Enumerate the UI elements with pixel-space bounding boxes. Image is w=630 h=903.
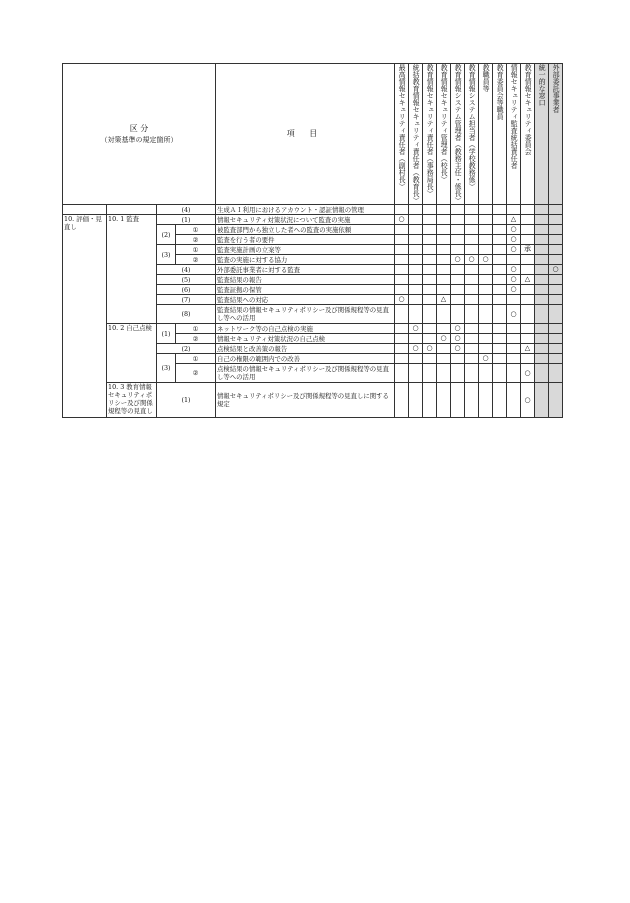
role-mark-cell — [395, 205, 409, 215]
role-label: 教育情報システム担当者（学校教務係） — [468, 64, 477, 190]
role-mark-cell — [409, 285, 423, 295]
item-cell: 点検結果と改善策の報告 — [216, 344, 395, 354]
role-mark-cell — [451, 354, 465, 364]
role-mark-cell — [493, 265, 507, 275]
clause-number-cell: (1) — [157, 215, 216, 225]
subclause-number-cell: ② — [176, 334, 216, 344]
role-mark-cell — [479, 235, 493, 245]
role-mark-cell — [507, 324, 521, 334]
role-mark-cell: ○ — [479, 354, 493, 364]
role-mark-cell — [521, 324, 535, 334]
role-mark-cell — [493, 225, 507, 235]
role-mark-cell — [451, 265, 465, 275]
role-mark-cell — [465, 275, 479, 285]
role-mark-cell — [437, 344, 451, 354]
role-mark-cell — [549, 285, 563, 295]
header-row — [63, 64, 563, 205]
role-mark-cell — [437, 225, 451, 235]
role-mark-cell — [479, 215, 493, 225]
role-mark-cell — [395, 344, 409, 354]
role-mark-cell — [451, 364, 465, 383]
role-mark-cell — [549, 354, 563, 364]
role-mark-cell: ○ — [465, 255, 479, 265]
role-mark-cell — [451, 215, 465, 225]
role-mark-cell: ○ — [409, 344, 423, 354]
role-mark-cell — [423, 235, 437, 245]
role-label: 教育情報セキュリティ責任者（事務局長） — [426, 64, 435, 197]
role-label: 教育委員会等職員 — [496, 64, 505, 120]
role-mark-cell — [423, 265, 437, 275]
subclause-number-cell: ② — [176, 364, 216, 383]
role-mark-cell — [409, 334, 423, 344]
role-mark-cell — [479, 305, 493, 324]
subclause-number-cell: ① — [176, 354, 216, 364]
role-mark-cell — [549, 324, 563, 334]
role-mark-cell — [451, 285, 465, 295]
item-cell: 情報セキュリティポリシー及び関係規程等の見直しに関する規定 — [216, 383, 395, 418]
role-mark-cell: ○ — [451, 255, 465, 265]
role-header — [493, 64, 507, 205]
role-mark-cell — [423, 255, 437, 265]
role-mark-cell — [465, 354, 479, 364]
role-mark-cell — [409, 225, 423, 235]
role-mark-cell — [549, 295, 563, 305]
role-label: 外部委託事業者 — [552, 64, 561, 113]
role-mark-cell: ○ — [507, 265, 521, 275]
role-mark-cell — [437, 275, 451, 285]
role-mark-cell — [423, 275, 437, 285]
role-mark-cell — [521, 265, 535, 275]
role-mark-cell — [465, 324, 479, 334]
role-header — [409, 64, 423, 205]
table-row — [63, 215, 563, 225]
role-label: 情報セキュリティ監査統括責任者 — [510, 64, 519, 169]
item-cell: 監査を行う者の要件 — [216, 235, 395, 245]
role-mark-cell — [465, 205, 479, 215]
role-header — [521, 64, 535, 205]
section-cell — [63, 205, 107, 215]
role-mark-cell — [535, 205, 549, 215]
role-mark-cell: ○ — [437, 334, 451, 344]
role-mark-cell: ○ — [507, 235, 521, 245]
role-mark-cell — [465, 215, 479, 225]
role-mark-cell: ○ — [507, 285, 521, 295]
role-mark-cell: △ — [437, 295, 451, 305]
role-header — [437, 64, 451, 205]
subsection-cell: 10. 2 自己点検 — [107, 324, 157, 383]
role-mark-cell — [535, 383, 549, 418]
role-mark-cell — [437, 235, 451, 245]
clause-number-cell: (6) — [157, 285, 216, 295]
role-mark-cell — [535, 364, 549, 383]
role-mark-cell — [409, 235, 423, 245]
clause-number-cell: (8) — [157, 305, 216, 324]
role-mark-cell — [535, 265, 549, 275]
role-mark-cell — [535, 255, 549, 265]
role-mark-cell — [493, 383, 507, 418]
subclause-number-cell: ① — [176, 225, 216, 235]
role-mark-cell — [493, 235, 507, 245]
role-mark-cell — [521, 305, 535, 324]
role-mark-cell — [451, 383, 465, 418]
clause-number-cell: (3) — [157, 245, 176, 265]
role-mark-cell — [549, 255, 563, 265]
role-mark-cell — [451, 305, 465, 324]
role-mark-cell — [423, 334, 437, 344]
role-mark-cell — [535, 354, 549, 364]
role-mark-cell: ○ — [451, 334, 465, 344]
role-mark-cell — [451, 245, 465, 255]
subsection-cell — [107, 205, 157, 215]
role-mark-cell — [521, 255, 535, 265]
role-mark-cell: ○ — [423, 344, 437, 354]
role-mark-cell: ○ — [507, 245, 521, 255]
role-mark-cell — [451, 205, 465, 215]
role-mark-cell — [549, 245, 563, 255]
role-mark-cell: ○ — [521, 383, 535, 418]
role-mark-cell — [479, 275, 493, 285]
clause-number-cell: (5) — [157, 275, 216, 285]
role-mark-cell — [395, 275, 409, 285]
role-mark-cell — [423, 205, 437, 215]
role-mark-cell — [465, 344, 479, 354]
item-cell: 監査の実施に対する協力 — [216, 255, 395, 265]
role-mark-cell — [479, 334, 493, 344]
role-mark-cell — [493, 324, 507, 334]
role-mark-cell — [465, 245, 479, 255]
item-cell: 監査実施計画の立案等 — [216, 245, 395, 255]
role-mark-cell — [465, 285, 479, 295]
role-mark-cell — [437, 265, 451, 275]
role-mark-cell — [507, 344, 521, 354]
role-mark-cell — [465, 305, 479, 324]
role-header — [451, 64, 465, 205]
role-mark-cell — [479, 364, 493, 383]
role-mark-cell — [409, 215, 423, 225]
role-mark-cell — [507, 295, 521, 305]
role-mark-cell — [465, 225, 479, 235]
role-header — [465, 64, 479, 205]
item-cell: 監査結果への対応 — [216, 295, 395, 305]
role-mark-cell — [423, 364, 437, 383]
role-mark-cell — [395, 255, 409, 265]
subclause-number-cell: ① — [176, 324, 216, 334]
role-mark-cell — [409, 364, 423, 383]
role-mark-cell — [423, 215, 437, 225]
role-mark-cell — [423, 324, 437, 334]
role-mark-cell — [437, 255, 451, 265]
clause-number-cell: (4) — [157, 265, 216, 275]
role-mark-cell — [507, 364, 521, 383]
role-mark-cell — [493, 354, 507, 364]
role-mark-cell — [479, 383, 493, 418]
role-mark-cell — [437, 383, 451, 418]
subsection-cell: 10. 1 監査 — [107, 215, 157, 324]
role-mark-cell — [535, 215, 549, 225]
role-mark-cell — [423, 354, 437, 364]
role-mark-cell — [479, 324, 493, 334]
role-mark-cell — [423, 295, 437, 305]
role-mark-cell — [535, 245, 549, 255]
role-mark-cell: △ — [521, 275, 535, 285]
role-mark-cell — [395, 285, 409, 295]
role-mark-cell — [395, 265, 409, 275]
role-mark-cell: △ — [521, 344, 535, 354]
subclause-number-cell: ② — [176, 235, 216, 245]
role-mark-cell: ○ — [507, 225, 521, 235]
role-mark-cell — [549, 225, 563, 235]
role-mark-cell — [479, 245, 493, 255]
role-mark-cell — [535, 235, 549, 245]
role-mark-cell — [521, 334, 535, 344]
role-label: 教育情報セキュリティ管理者（校長） — [440, 64, 449, 183]
role-header — [507, 64, 521, 205]
role-mark-cell — [521, 354, 535, 364]
role-mark-cell — [549, 334, 563, 344]
role-mark-cell — [521, 235, 535, 245]
role-mark-cell — [507, 383, 521, 418]
role-mark-cell — [549, 383, 563, 418]
role-mark-cell — [507, 354, 521, 364]
role-mark-cell — [395, 235, 409, 245]
role-mark-cell — [479, 265, 493, 275]
role-mark-cell — [465, 235, 479, 245]
role-mark-cell — [549, 215, 563, 225]
clause-number-cell: (2) — [157, 225, 176, 245]
role-mark-cell — [465, 364, 479, 383]
kubun-header — [63, 64, 216, 205]
role-mark-cell — [409, 255, 423, 265]
role-label: 教育情報セキュリティ委員会 — [524, 64, 533, 155]
role-mark-cell — [493, 285, 507, 295]
role-mark-cell — [535, 275, 549, 285]
role-mark-cell — [465, 334, 479, 344]
clause-number-cell: (2) — [157, 344, 216, 354]
role-mark-cell — [437, 245, 451, 255]
item-cell: 外部委託事業者に対する監査 — [216, 265, 395, 275]
role-mark-cell — [409, 245, 423, 255]
role-mark-cell — [409, 383, 423, 418]
item-cell: 点検結果の情報セキュリティポリシー及び関係規程等の見直し等への活用 — [216, 364, 395, 383]
role-mark-cell — [535, 344, 549, 354]
role-mark-cell — [493, 275, 507, 285]
role-mark-cell — [409, 275, 423, 285]
kubun-sub-label: （対策基準の規定箇所） — [100, 135, 178, 144]
item-cell: 情報セキュリティ対策状況の自己点検 — [216, 334, 395, 344]
role-mark-cell: ○ — [409, 324, 423, 334]
role-mark-cell — [423, 285, 437, 295]
clause-number-cell: (1) — [157, 324, 176, 344]
role-header — [395, 64, 409, 205]
role-mark-cell — [521, 225, 535, 235]
table-row — [63, 205, 563, 215]
role-mark-cell — [479, 344, 493, 354]
role-mark-cell: ○ — [395, 295, 409, 305]
responsibility-matrix-table — [62, 63, 563, 418]
role-mark-cell — [493, 364, 507, 383]
role-header — [549, 64, 563, 205]
role-mark-cell: ○ — [451, 324, 465, 334]
role-mark-cell — [507, 334, 521, 344]
item-cell: 生成ＡＩ利用におけるアカウント・認証情報の管理 — [216, 205, 395, 215]
role-mark-cell: ○ — [549, 265, 563, 275]
role-mark-cell — [409, 305, 423, 324]
role-mark-cell — [535, 305, 549, 324]
role-mark-cell — [521, 285, 535, 295]
role-mark-cell — [395, 364, 409, 383]
role-mark-cell — [507, 255, 521, 265]
role-label: 最高情報セキュリティ責任者（副村長） — [398, 64, 407, 190]
matrix-body — [63, 205, 563, 418]
role-mark-cell: △ — [507, 215, 521, 225]
role-mark-cell — [437, 364, 451, 383]
item-cell: ネットワーク等の自己点検の実施 — [216, 324, 395, 334]
role-mark-cell — [423, 225, 437, 235]
role-mark-cell — [451, 235, 465, 245]
role-mark-cell — [437, 305, 451, 324]
clause-number-cell: (4) — [157, 205, 216, 215]
role-mark-cell — [493, 245, 507, 255]
role-mark-cell — [549, 205, 563, 215]
role-mark-cell — [549, 275, 563, 285]
role-header — [423, 64, 437, 205]
role-mark-cell — [507, 205, 521, 215]
role-mark-cell — [493, 295, 507, 305]
role-mark-cell — [493, 334, 507, 344]
role-mark-cell — [521, 215, 535, 225]
role-mark-cell — [395, 225, 409, 235]
role-mark-cell — [409, 295, 423, 305]
subsection-cell: 10. 3 教育情報セキュリティポリシー及び関係規程等の見直し — [107, 383, 157, 418]
role-mark-cell — [465, 295, 479, 305]
role-header — [535, 64, 549, 205]
item-cell: 監査結果の報告 — [216, 275, 395, 285]
role-mark-cell — [535, 324, 549, 334]
role-label: 教育情報システム管理者（教務主任・係長） — [454, 64, 463, 204]
role-mark-cell — [479, 295, 493, 305]
role-mark-cell — [423, 245, 437, 255]
role-mark-cell — [395, 324, 409, 334]
role-label: 統括教育情報セキュリティ責任者（教育長） — [412, 64, 421, 204]
role-mark-cell — [451, 275, 465, 285]
role-mark-cell — [409, 354, 423, 364]
role-label: 教職員等 — [482, 64, 491, 92]
role-mark-cell — [465, 265, 479, 275]
kubun-label: 区 分 — [129, 123, 149, 133]
role-mark-cell — [395, 354, 409, 364]
table-row — [63, 383, 563, 418]
role-mark-cell — [521, 295, 535, 305]
role-header — [479, 64, 493, 205]
role-label: 統一的な窓口 — [538, 64, 547, 106]
subclause-number-cell: ① — [176, 245, 216, 255]
clause-number-cell: (3) — [157, 354, 176, 383]
role-mark-cell: ○ — [507, 305, 521, 324]
role-mark-cell — [395, 305, 409, 324]
clause-number-cell: (1) — [157, 383, 216, 418]
role-mark-cell — [395, 245, 409, 255]
role-mark-cell — [493, 344, 507, 354]
role-mark-cell — [521, 205, 535, 215]
role-mark-cell — [549, 344, 563, 354]
role-mark-cell — [549, 235, 563, 245]
role-mark-cell — [395, 334, 409, 344]
role-mark-cell: ○ — [521, 364, 535, 383]
role-mark-cell: ○ — [479, 255, 493, 265]
role-mark-cell: ○ — [451, 344, 465, 354]
role-mark-cell — [549, 305, 563, 324]
role-mark-cell — [493, 305, 507, 324]
role-mark-cell — [493, 205, 507, 215]
role-mark-cell — [437, 324, 451, 334]
role-mark-cell — [535, 285, 549, 295]
role-mark-cell — [423, 305, 437, 324]
role-mark-cell — [423, 383, 437, 418]
subclause-number-cell: ② — [176, 255, 216, 265]
role-mark-cell — [437, 205, 451, 215]
role-mark-cell — [479, 205, 493, 215]
item-cell: 監査証拠の保管 — [216, 285, 395, 295]
role-mark-cell: ○ — [395, 215, 409, 225]
role-mark-cell — [451, 295, 465, 305]
role-mark-cell — [409, 205, 423, 215]
item-cell: 情報セキュリティ対策状況について監査の実施 — [216, 215, 395, 225]
role-mark-cell — [535, 225, 549, 235]
item-cell: 自己の権限の範囲内での改善 — [216, 354, 395, 364]
role-mark-cell — [535, 295, 549, 305]
role-mark-cell — [437, 354, 451, 364]
table-row — [63, 324, 563, 334]
role-mark-cell — [479, 225, 493, 235]
role-mark-cell — [451, 225, 465, 235]
role-mark-cell — [465, 383, 479, 418]
komoku-header: 項 目 — [216, 64, 395, 205]
role-mark-cell — [493, 215, 507, 225]
role-mark-cell: 承 — [521, 245, 535, 255]
section-cell: 10. 評価・見直し — [63, 215, 107, 418]
clause-number-cell: (7) — [157, 295, 216, 305]
role-mark-cell — [535, 334, 549, 344]
role-mark-cell — [437, 215, 451, 225]
role-mark-cell — [549, 364, 563, 383]
item-cell: 被監査部門から独立した者への監査の実施依頼 — [216, 225, 395, 235]
role-mark-cell: ○ — [507, 275, 521, 285]
role-mark-cell — [409, 265, 423, 275]
item-cell: 監査結果の情報セキュリティポリシー及び関係規程等の見直し等への活用 — [216, 305, 395, 324]
role-mark-cell — [479, 285, 493, 295]
role-mark-cell — [395, 383, 409, 418]
role-mark-cell — [493, 255, 507, 265]
role-mark-cell — [437, 285, 451, 295]
